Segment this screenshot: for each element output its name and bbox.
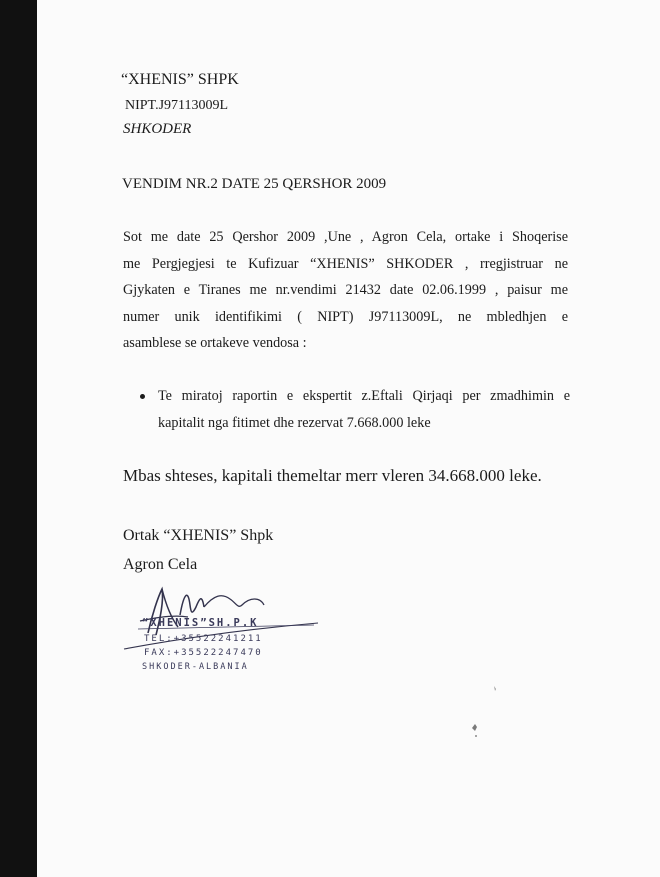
paragraph-line: numer unik identifikimi ( NIPT) J97113009L, ne mbledhjen e (123, 308, 568, 325)
bullet-line: kapitalit nga fitimet dhe rezervat 7.668.000 leke (158, 415, 431, 431)
bullet-dot-icon (140, 394, 145, 399)
decision-bullet-list (140, 383, 570, 437)
bullet-item (140, 383, 570, 437)
company-stamp (118, 575, 328, 685)
decision-paragraph (123, 224, 568, 357)
company-name: “XHENIS” SHPK (121, 71, 239, 88)
signatory-name: Agron Cela (123, 556, 198, 573)
stamp-phone-line: TEL:+35522241211 (144, 634, 263, 644)
paragraph-line: Sot me date 25 Qershor 2009 ,Une , Agron Cela, ortake i Shoqerise (123, 229, 568, 245)
paragraph-line: asamblese se ortakeve vendosa : (123, 335, 307, 351)
company-city: SHKODER (123, 121, 192, 137)
conclusion-text: Mbas shteses, kapitali themeltar merr vleren 34.668.000 leke. (123, 466, 542, 485)
bullet-line: Te miratoj raportin e ekspertit z.Eftali Qirjaqi per zmadhimin e (158, 388, 570, 404)
decision-title: VENDIM NR.2 DATE 25 QERSHOR 2009 (122, 176, 387, 192)
stamp-city-line: SHKODER-ALBANIA (142, 662, 249, 672)
paragraph-line: me Pergjegjesi te Kufizuar “XHENIS” SHKODER , rregjistruar ne (123, 255, 568, 272)
company-nipt: NIPT.J97113009L (125, 98, 229, 113)
stamp-company-line: “XHENIS”SH.P.K (142, 617, 259, 629)
stamp-fax-line: FAX:+35522247470 (144, 648, 263, 658)
scan-edge-band (0, 0, 37, 877)
scan-specks (460, 680, 520, 750)
paragraph-line: Gjykaten e Tiranes me nr.vendimi 21432 date 02.06.1999 , paisur me (123, 282, 568, 298)
signatory-title: Ortak “XHENIS” Shpk (123, 527, 274, 544)
